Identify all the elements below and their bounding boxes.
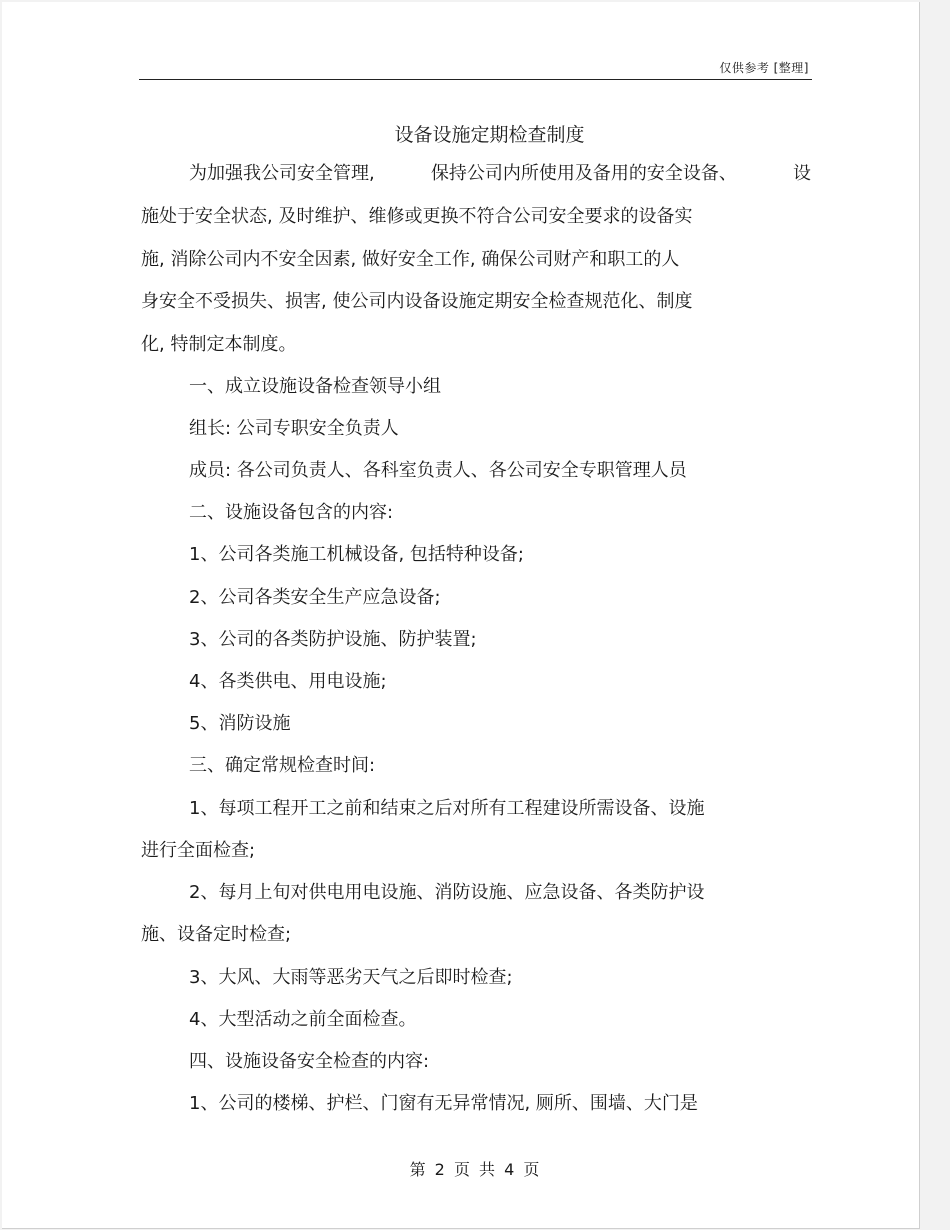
header-rule xyxy=(139,79,812,80)
intro-line-3: 施, 消除公司内不安全因素, 做好安全工作, 确保公司财产和职工的人 xyxy=(141,249,680,270)
section-3-item-1-line-2: 进行全面检查; xyxy=(141,840,256,861)
section-3-item-4: 4、大型活动之前全面检查。 xyxy=(189,1009,417,1030)
section-2-item-3: 3、公司的各类防护设施、防护装置; xyxy=(189,629,477,650)
document-title: 设备设施定期检查制度 xyxy=(394,124,585,146)
section-1-heading: 一、成立设施设备检查领导小组 xyxy=(189,376,441,397)
section-2-item-4: 4、各类供电、用电设施; xyxy=(189,671,387,692)
intro-line-2: 施处于安全状态, 及时维护、维修或更换不符合公司安全要求的设备实 xyxy=(141,206,693,227)
section-2-item-5: 5、消防设施 xyxy=(189,713,291,734)
section-2-item-1: 1、公司各类施工机械设备, 包括特种设备; xyxy=(189,544,524,565)
section-2-heading: 二、设施设备包含的内容: xyxy=(189,502,394,523)
intro-line-1-part-2: 保持公司内所使用及备用的安全设备、 xyxy=(430,163,737,184)
intro-line-4: 身安全不受损失、损害, 使公司内设备设施定期安全检查规范化、制度 xyxy=(141,291,693,312)
header-note: 仅供参考 [整理] xyxy=(719,61,809,75)
intro-line-1 xyxy=(189,162,811,186)
section-3-heading: 三、确定常规检查时间: xyxy=(189,755,376,776)
section-3-item-2-line-2: 施、设备定时检查; xyxy=(141,924,292,945)
section-3-item-3: 3、大风、大雨等恶劣天气之后即时检查; xyxy=(189,967,513,988)
intro-line-1-part-1: 为加强我公司安全管理, xyxy=(189,163,375,184)
section-4-item-1-line-1: 1、公司的楼梯、护栏、门窗有无异常情况, 厕所、围墙、大门是 xyxy=(189,1093,698,1114)
intro-line-5: 化, 特制定本制度。 xyxy=(141,334,297,355)
intro-line-1-part-3: 设 xyxy=(792,163,811,184)
page-indicator: 第 2 页 共 4 页 xyxy=(409,1160,540,1179)
section-4-heading: 四、设施设备安全检查的内容: xyxy=(189,1051,430,1072)
section-1-leader: 组长: 公司专职安全负责人 xyxy=(189,418,399,439)
section-3-item-2-line-1: 2、每月上旬对供电用电设施、消防设施、应急设备、各类防护设 xyxy=(189,882,705,903)
section-3-item-1-line-1: 1、每项工程开工之前和结束之后对所有工程建设所需设备、设施 xyxy=(189,798,705,819)
document-page xyxy=(2,2,920,1229)
section-1-members: 成员: 各公司负责人、各科室负责人、各公司安全专职管理人员 xyxy=(189,460,687,481)
section-2-item-2: 2、公司各类安全生产应急设备; xyxy=(189,587,441,608)
